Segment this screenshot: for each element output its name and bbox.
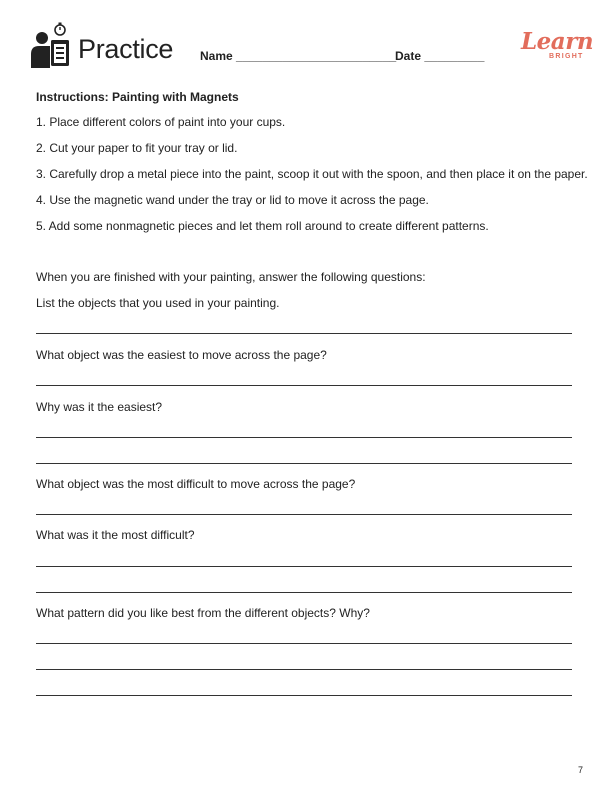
step-2: 2. Cut your paper to fit your tray or lid.	[36, 141, 238, 155]
question-5: What was it the most difficult?	[36, 528, 195, 542]
answer-line-9[interactable]	[36, 669, 572, 670]
question-3: Why was it the easiest?	[36, 400, 163, 414]
logo: Learn	[521, 28, 594, 55]
page-title: Practice	[78, 34, 174, 64]
answer-line-4[interactable]	[36, 463, 572, 464]
practice-icon	[30, 22, 74, 70]
answer-line-10[interactable]	[36, 695, 572, 696]
instructions-heading: Instructions: Painting with Magnets	[36, 90, 239, 104]
date-field[interactable]: Date _________	[395, 49, 485, 63]
answer-line-1[interactable]	[36, 333, 572, 334]
step-5: 5. Add some nonmagnetic pieces and let them roll around to create different patterns.	[36, 219, 489, 233]
logo-subtitle: BRIGHT	[549, 53, 584, 60]
name-field[interactable]: Name ________________________	[200, 49, 397, 63]
answer-line-6[interactable]	[36, 566, 572, 567]
page-number: 7	[578, 765, 584, 775]
question-4: What object was the most difficult to move across the page?	[36, 477, 356, 491]
question-6: What pattern did you like best from the different objects? Why?	[36, 606, 370, 620]
answer-line-2[interactable]	[36, 385, 572, 386]
questions-intro: When you are finished with your painting, answer the following questions:	[36, 270, 426, 284]
answer-line-8[interactable]	[36, 643, 572, 644]
answer-line-5[interactable]	[36, 514, 572, 515]
question-1: List the objects that you used in your painting.	[36, 296, 280, 310]
question-2: What object was the easiest to move across the page?	[36, 348, 327, 362]
answer-line-3[interactable]	[36, 437, 572, 438]
step-3: 3. Carefully drop a metal piece into the paint, scoop it out with the spoon, and then place it on the paper.	[36, 167, 588, 181]
answer-line-7[interactable]	[36, 592, 572, 593]
step-1: 1. Place different colors of paint into your cups.	[36, 115, 286, 129]
step-4: 4. Use the magnetic wand under the tray or lid to move it across the page.	[36, 193, 429, 207]
